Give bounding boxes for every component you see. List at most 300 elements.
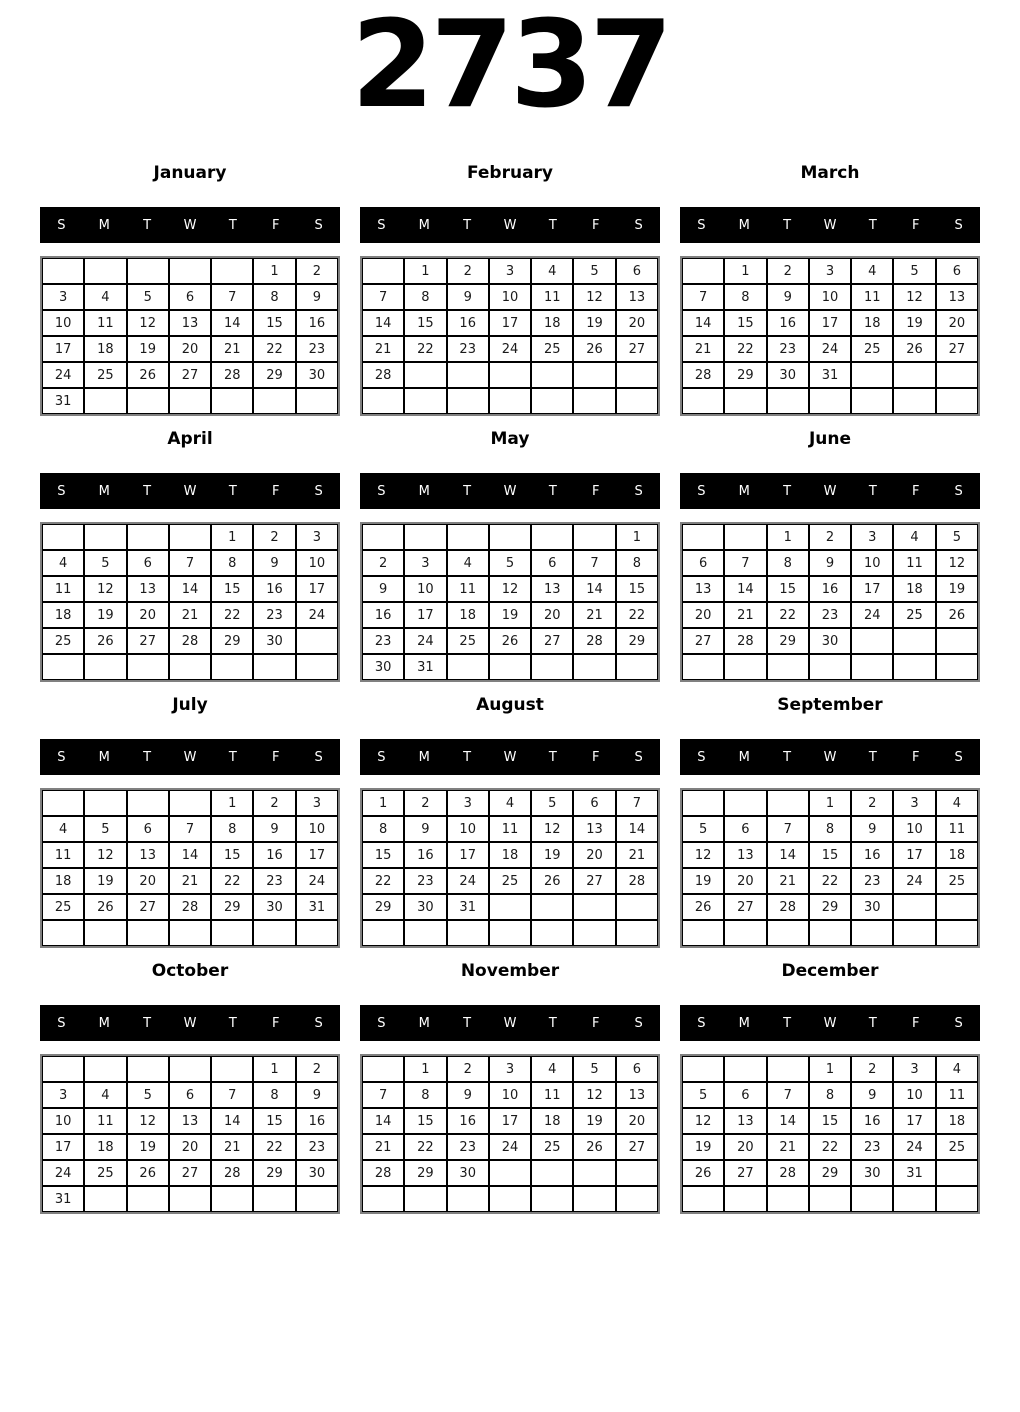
day-cell: 10 (296, 816, 338, 842)
day-cell: 2 (296, 1056, 338, 1082)
day-cell: 30 (253, 628, 295, 654)
week-row (42, 524, 338, 550)
day-cell: 18 (447, 602, 489, 628)
day-cell: 28 (169, 894, 211, 920)
day-cell: 18 (893, 576, 935, 602)
day-cell (169, 654, 211, 680)
day-cell (253, 1186, 295, 1212)
week-row (682, 1108, 978, 1134)
day-cell (489, 362, 531, 388)
day-cell: 27 (169, 1160, 211, 1186)
day-cell: 25 (447, 628, 489, 654)
week-row (42, 602, 338, 628)
day-cell (127, 524, 169, 550)
month-title: July (172, 695, 208, 715)
weekday-label: S (377, 483, 386, 499)
day-cell: 25 (893, 602, 935, 628)
week-row (682, 894, 978, 920)
month-table (680, 788, 980, 948)
weekday-label: S (697, 217, 706, 233)
month-december (680, 961, 980, 1214)
day-cell (253, 654, 295, 680)
day-cell: 20 (573, 842, 615, 868)
day-cell: 23 (851, 868, 893, 894)
week-row (42, 362, 338, 388)
day-cell: 9 (404, 816, 446, 842)
day-cell: 11 (531, 1082, 573, 1108)
week-row (362, 1056, 658, 1082)
day-cell (851, 362, 893, 388)
day-cell: 1 (211, 790, 253, 816)
weekday-header (40, 1005, 340, 1041)
week-row (682, 654, 978, 680)
week-row (362, 894, 658, 920)
day-cell: 14 (211, 310, 253, 336)
day-cell: 27 (531, 628, 573, 654)
day-cell: 4 (531, 1056, 573, 1082)
day-cell: 6 (936, 258, 978, 284)
week-row (42, 868, 338, 894)
day-cell (127, 920, 169, 946)
day-cell: 6 (573, 790, 615, 816)
day-cell: 1 (809, 1056, 851, 1082)
day-cell: 30 (404, 894, 446, 920)
day-cell: 25 (42, 894, 84, 920)
day-cell (573, 362, 615, 388)
day-cell: 10 (42, 310, 84, 336)
day-cell: 21 (211, 1134, 253, 1160)
weekday-label: T (463, 483, 472, 499)
day-cell (169, 920, 211, 946)
weekday-header (360, 739, 660, 775)
day-cell: 22 (211, 602, 253, 628)
day-cell (84, 388, 126, 414)
day-cell: 5 (573, 1056, 615, 1082)
day-cell: 17 (489, 1108, 531, 1134)
week-row (362, 842, 658, 868)
weekday-header (680, 739, 980, 775)
day-cell: 26 (531, 868, 573, 894)
day-cell (42, 1056, 84, 1082)
day-cell: 16 (809, 576, 851, 602)
day-cell (447, 362, 489, 388)
day-cell: 2 (447, 1056, 489, 1082)
day-cell (851, 628, 893, 654)
weekday-label: T (868, 483, 877, 499)
day-cell: 11 (84, 310, 126, 336)
day-cell (531, 362, 573, 388)
day-cell: 1 (253, 1056, 295, 1082)
day-cell (893, 628, 935, 654)
day-cell: 19 (84, 602, 126, 628)
day-cell (211, 920, 253, 946)
day-cell: 19 (682, 1134, 724, 1160)
day-cell (296, 654, 338, 680)
day-cell: 31 (296, 894, 338, 920)
day-cell: 27 (127, 894, 169, 920)
month-april (40, 429, 340, 682)
weekday-label: S (314, 217, 323, 233)
day-cell: 24 (296, 602, 338, 628)
day-cell (573, 654, 615, 680)
day-cell: 9 (447, 284, 489, 310)
day-cell: 30 (296, 362, 338, 388)
week-row (682, 868, 978, 894)
month-table (360, 522, 660, 682)
day-cell: 22 (616, 602, 658, 628)
day-cell: 14 (724, 576, 766, 602)
day-cell: 18 (489, 842, 531, 868)
weekday-label: T (868, 749, 877, 765)
week-row (682, 550, 978, 576)
day-cell: 15 (211, 576, 253, 602)
day-cell: 16 (447, 310, 489, 336)
month-september (680, 695, 980, 948)
day-cell: 2 (767, 258, 809, 284)
day-cell: 4 (447, 550, 489, 576)
day-cell (616, 654, 658, 680)
day-cell: 16 (404, 842, 446, 868)
week-row (42, 1056, 338, 1082)
day-cell: 10 (489, 284, 531, 310)
day-cell: 10 (893, 816, 935, 842)
day-cell: 15 (616, 576, 658, 602)
day-cell: 14 (767, 842, 809, 868)
weekday-label: S (314, 483, 323, 499)
day-cell: 19 (489, 602, 531, 628)
day-cell: 10 (42, 1108, 84, 1134)
day-cell: 10 (809, 284, 851, 310)
day-cell: 9 (809, 550, 851, 576)
day-cell (531, 1160, 573, 1186)
day-cell (573, 894, 615, 920)
day-cell: 28 (616, 868, 658, 894)
day-cell: 2 (809, 524, 851, 550)
day-cell: 4 (489, 790, 531, 816)
day-cell (573, 920, 615, 946)
day-cell: 27 (682, 628, 724, 654)
day-cell: 26 (936, 602, 978, 628)
weekday-label: T (143, 1015, 152, 1031)
day-cell: 22 (404, 336, 446, 362)
weekday-label: S (954, 749, 963, 765)
day-cell: 5 (893, 258, 935, 284)
day-cell: 12 (84, 842, 126, 868)
weekday-header (680, 207, 980, 243)
day-cell: 17 (296, 576, 338, 602)
day-cell: 3 (296, 524, 338, 550)
day-cell: 11 (42, 842, 84, 868)
day-cell: 7 (362, 1082, 404, 1108)
day-cell: 17 (296, 842, 338, 868)
day-cell: 3 (489, 1056, 531, 1082)
weekday-label: S (377, 749, 386, 765)
day-cell: 30 (296, 1160, 338, 1186)
day-cell: 26 (573, 336, 615, 362)
day-cell: 10 (851, 550, 893, 576)
weekday-label: T (548, 217, 557, 233)
day-cell: 21 (362, 336, 404, 362)
week-row (362, 524, 658, 550)
day-cell (767, 388, 809, 414)
day-cell: 20 (127, 868, 169, 894)
day-cell: 6 (127, 550, 169, 576)
week-row (362, 362, 658, 388)
day-cell: 8 (404, 1082, 446, 1108)
weekday-label: T (463, 749, 472, 765)
week-row (42, 388, 338, 414)
day-cell (42, 920, 84, 946)
month-title: November (460, 961, 560, 981)
day-cell (682, 1186, 724, 1212)
weekday-label: S (377, 217, 386, 233)
month-title: February (466, 163, 554, 183)
weekday-label: T (783, 483, 792, 499)
weekday-label: W (503, 1015, 517, 1031)
day-cell: 27 (169, 362, 211, 388)
day-cell (127, 388, 169, 414)
day-cell: 15 (404, 1108, 446, 1134)
day-cell (296, 1186, 338, 1212)
day-cell: 3 (489, 258, 531, 284)
day-cell: 29 (809, 894, 851, 920)
day-cell: 13 (616, 284, 658, 310)
day-cell: 31 (42, 1186, 84, 1212)
week-row (362, 284, 658, 310)
day-cell: 28 (211, 1160, 253, 1186)
day-cell (42, 790, 84, 816)
day-cell: 7 (682, 284, 724, 310)
day-cell: 14 (362, 1108, 404, 1134)
weekday-label: T (783, 217, 792, 233)
weekday-label: M (98, 217, 110, 233)
week-row (42, 790, 338, 816)
day-cell: 17 (447, 842, 489, 868)
day-cell (936, 894, 978, 920)
day-cell: 25 (489, 868, 531, 894)
day-cell: 6 (531, 550, 573, 576)
weekday-label: S (57, 483, 66, 499)
day-cell (127, 790, 169, 816)
day-cell: 22 (362, 868, 404, 894)
day-cell: 17 (893, 842, 935, 868)
week-row (362, 816, 658, 842)
weekday-header (40, 207, 340, 243)
day-cell: 15 (362, 842, 404, 868)
day-cell: 30 (447, 1160, 489, 1186)
weekday-label: T (783, 749, 792, 765)
day-cell: 20 (616, 310, 658, 336)
weekday-label: M (418, 1015, 430, 1031)
day-cell (447, 388, 489, 414)
day-cell: 4 (42, 816, 84, 842)
day-cell: 6 (724, 816, 766, 842)
day-cell: 24 (489, 336, 531, 362)
day-cell (253, 388, 295, 414)
month-table (40, 788, 340, 948)
day-cell: 8 (616, 550, 658, 576)
day-cell: 19 (573, 1108, 615, 1134)
day-cell: 26 (127, 362, 169, 388)
week-row (362, 628, 658, 654)
day-cell: 6 (169, 284, 211, 310)
day-cell: 17 (42, 336, 84, 362)
week-row (682, 1056, 978, 1082)
day-cell: 1 (724, 258, 766, 284)
day-cell: 25 (936, 868, 978, 894)
day-cell: 23 (404, 868, 446, 894)
day-cell: 7 (573, 550, 615, 576)
day-cell (936, 388, 978, 414)
weekday-label: F (911, 217, 920, 233)
day-cell: 13 (573, 816, 615, 842)
day-cell: 14 (211, 1108, 253, 1134)
day-cell (84, 920, 126, 946)
day-cell (724, 524, 766, 550)
month-january (40, 163, 340, 416)
day-cell (42, 654, 84, 680)
week-row (682, 1082, 978, 1108)
day-cell: 5 (84, 816, 126, 842)
day-cell: 11 (936, 1082, 978, 1108)
day-cell (936, 920, 978, 946)
day-cell: 25 (851, 336, 893, 362)
day-cell: 22 (404, 1134, 446, 1160)
day-cell (809, 388, 851, 414)
day-cell: 27 (936, 336, 978, 362)
day-cell: 13 (169, 310, 211, 336)
weekday-label: S (57, 217, 66, 233)
week-row (42, 894, 338, 920)
day-cell: 22 (809, 868, 851, 894)
week-row (682, 576, 978, 602)
week-row (42, 1082, 338, 1108)
weekday-label: T (228, 749, 237, 765)
day-cell (767, 1056, 809, 1082)
day-cell (531, 524, 573, 550)
month-title: April (167, 429, 213, 449)
day-cell (489, 654, 531, 680)
weekday-header (40, 473, 340, 509)
day-cell (531, 920, 573, 946)
day-cell: 16 (296, 310, 338, 336)
day-cell: 13 (531, 576, 573, 602)
day-cell: 21 (211, 336, 253, 362)
day-cell (489, 388, 531, 414)
weekday-label: S (954, 1015, 963, 1031)
day-cell: 8 (253, 284, 295, 310)
day-cell: 15 (767, 576, 809, 602)
week-row (42, 258, 338, 284)
day-cell: 26 (127, 1160, 169, 1186)
weekday-label: M (98, 1015, 110, 1031)
day-cell: 4 (936, 790, 978, 816)
day-cell (724, 654, 766, 680)
day-cell (682, 388, 724, 414)
day-cell (616, 894, 658, 920)
day-cell: 1 (767, 524, 809, 550)
week-row (682, 362, 978, 388)
weekday-label: W (823, 1015, 837, 1031)
weekday-label: F (911, 1015, 920, 1031)
day-cell (211, 258, 253, 284)
day-cell: 25 (531, 1134, 573, 1160)
day-cell: 10 (296, 550, 338, 576)
day-cell: 31 (447, 894, 489, 920)
day-cell: 15 (724, 310, 766, 336)
day-cell: 7 (169, 816, 211, 842)
day-cell: 9 (253, 816, 295, 842)
day-cell: 6 (616, 1056, 658, 1082)
month-november (360, 961, 660, 1214)
day-cell: 28 (211, 362, 253, 388)
week-row (42, 1186, 338, 1212)
day-cell: 16 (253, 576, 295, 602)
day-cell (211, 1186, 253, 1212)
day-cell (296, 388, 338, 414)
week-row (362, 790, 658, 816)
day-cell: 31 (42, 388, 84, 414)
day-cell: 27 (724, 894, 766, 920)
day-cell (42, 258, 84, 284)
weekday-label: S (57, 1015, 66, 1031)
day-cell: 26 (682, 894, 724, 920)
day-cell: 12 (573, 284, 615, 310)
day-cell: 4 (42, 550, 84, 576)
day-cell: 28 (682, 362, 724, 388)
day-cell: 3 (893, 1056, 935, 1082)
week-row (682, 524, 978, 550)
day-cell (489, 920, 531, 946)
weekday-label: W (183, 217, 197, 233)
day-cell (616, 1186, 658, 1212)
weekday-label: T (463, 1015, 472, 1031)
day-cell: 3 (42, 1082, 84, 1108)
week-row (362, 258, 658, 284)
week-row (42, 550, 338, 576)
day-cell (809, 654, 851, 680)
weekday-label: F (271, 749, 280, 765)
day-cell: 14 (682, 310, 724, 336)
day-cell: 12 (127, 1108, 169, 1134)
day-cell: 16 (851, 1108, 893, 1134)
day-cell: 4 (851, 258, 893, 284)
day-cell: 14 (169, 576, 211, 602)
day-cell (724, 920, 766, 946)
weekday-header (40, 739, 340, 775)
month-february (360, 163, 660, 416)
week-row (42, 816, 338, 842)
weekday-label: S (634, 483, 643, 499)
month-title: June (808, 429, 852, 449)
day-cell: 23 (296, 336, 338, 362)
weekday-label: M (98, 749, 110, 765)
week-row (362, 602, 658, 628)
day-cell: 16 (362, 602, 404, 628)
week-row (362, 1186, 658, 1212)
day-cell: 19 (682, 868, 724, 894)
day-cell (404, 388, 446, 414)
weekday-label: F (911, 483, 920, 499)
day-cell: 7 (767, 816, 809, 842)
day-cell: 21 (767, 868, 809, 894)
day-cell (489, 894, 531, 920)
week-row (682, 258, 978, 284)
weekday-label: S (634, 749, 643, 765)
day-cell: 20 (682, 602, 724, 628)
day-cell: 14 (573, 576, 615, 602)
day-cell: 30 (851, 894, 893, 920)
